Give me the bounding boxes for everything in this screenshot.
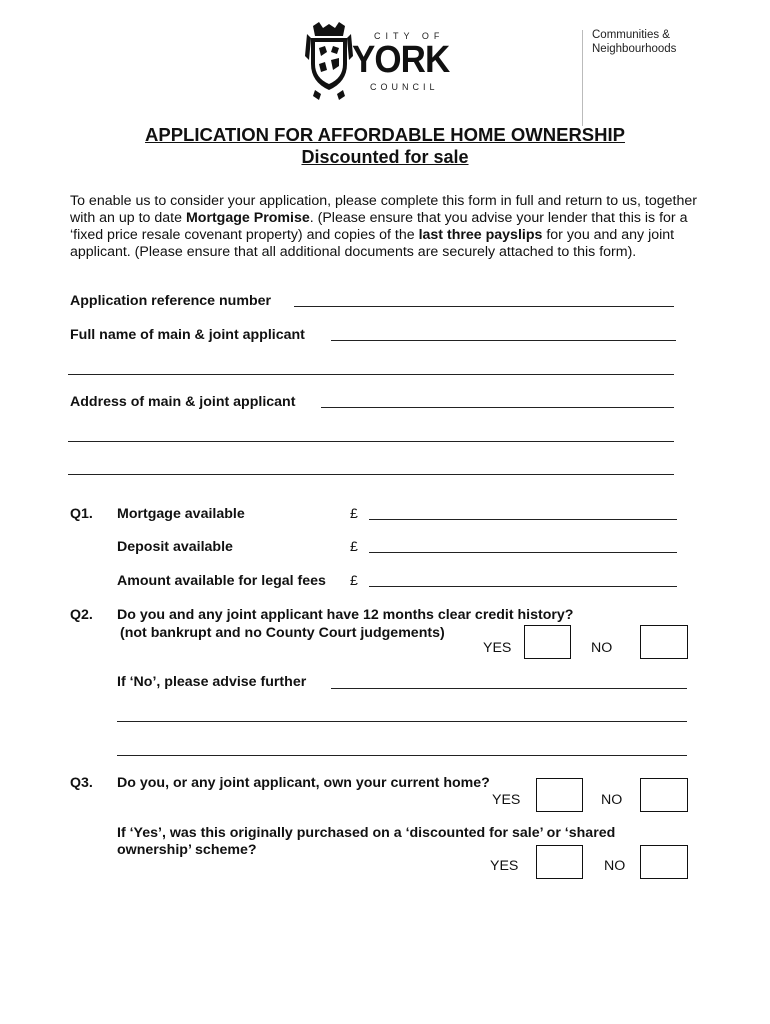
- q2-followup-label: If ‘No’, please advise further: [117, 674, 307, 690]
- q2-followup-field-line-2[interactable]: [117, 721, 687, 722]
- address-label: Address of main & joint applicant: [70, 394, 296, 410]
- intro-bold-last-payslips: last three payslips: [418, 227, 543, 243]
- q2-no-checkbox[interactable]: [640, 625, 688, 659]
- application-reference-field[interactable]: [294, 306, 674, 307]
- q3-yes-checkbox[interactable]: [536, 778, 583, 812]
- york-crest-logo: [305, 20, 353, 102]
- q3-no-checkbox[interactable]: [640, 778, 688, 812]
- department-line-1: Communities &: [592, 29, 670, 41]
- legal-fees-label: Amount available for legal fees: [117, 573, 326, 589]
- mortgage-available-label: Mortgage available: [117, 506, 245, 522]
- q3-followup-no-label: NO: [604, 858, 626, 874]
- department-line-2: Neighbourhoods: [592, 43, 677, 55]
- form-subtitle: Discounted for sale: [301, 147, 469, 167]
- q3-number: Q3.: [70, 775, 93, 791]
- q3-yes-label: YES: [492, 792, 521, 808]
- q3-no-label: NO: [601, 792, 623, 808]
- logo-city-of-text: CITY OF: [374, 31, 445, 41]
- mortgage-currency-symbol: £: [350, 506, 358, 522]
- full-name-field-line-2[interactable]: [68, 374, 674, 375]
- q3-followup-no-checkbox[interactable]: [640, 845, 688, 879]
- q2-yes-label: YES: [483, 640, 512, 656]
- q2-yes-checkbox[interactable]: [524, 625, 571, 659]
- legal-fees-field[interactable]: [369, 586, 677, 587]
- deposit-available-label: Deposit available: [117, 539, 233, 555]
- deposit-available-field[interactable]: [369, 552, 677, 553]
- q3-followup-yes-checkbox[interactable]: [536, 845, 583, 879]
- mortgage-available-field[interactable]: [369, 519, 677, 520]
- q3-followup-line-2: ownership’ scheme?: [117, 842, 257, 858]
- q2-followup-field-line-3[interactable]: [117, 755, 687, 756]
- q3-question: Do you, or any joint applicant, own your current home?: [117, 775, 490, 791]
- intro-text-3: for you and any joint applicant. (Please ensure that all additional documents are securely attached to this form).: [70, 227, 675, 260]
- logo-council-text: COUNCIL: [370, 82, 439, 92]
- full-name-field[interactable]: [331, 340, 676, 341]
- intro-text-2: . (Please ensure that you advise your lender that this is for a ‘fixed price resale covenant property) and copies of the: [70, 210, 688, 243]
- form-title: APPLICATION FOR AFFORDABLE HOME OWNERSHIP: [145, 124, 625, 145]
- q3-followup-line-1: If ‘Yes’, was this originally purchased on a ‘discounted for sale’ or ‘shared: [117, 825, 616, 841]
- legal-fees-currency-symbol: £: [350, 573, 358, 589]
- intro-bold-mortgage-promise: Mortgage Promise: [185, 210, 310, 226]
- address-field[interactable]: [321, 407, 674, 408]
- department-name: [592, 28, 676, 56]
- address-field-line-3[interactable]: [68, 474, 674, 475]
- q2-no-label: NO: [591, 640, 613, 656]
- full-name-label: Full name of main & joint applicant: [70, 327, 305, 343]
- intro-text-1: To enable us to consider your application, please complete this form in full and return to us, together with an up to date: [70, 193, 697, 226]
- q1-number: Q1.: [70, 506, 93, 522]
- logo-york-text: YORK: [352, 39, 450, 81]
- q3-followup-yes-label: YES: [490, 858, 519, 874]
- address-field-line-2[interactable]: [68, 441, 674, 442]
- q2-followup-field[interactable]: [331, 688, 687, 689]
- application-reference-label: Application reference number: [70, 293, 272, 309]
- deposit-currency-symbol: £: [350, 539, 358, 555]
- q2-number: Q2.: [70, 607, 93, 623]
- q2-note: (not bankrupt and no County Court judgements): [120, 625, 445, 641]
- q2-question: Do you and any joint applicant have 12 months clear credit history?: [117, 607, 574, 623]
- header-divider: [582, 30, 583, 126]
- intro-paragraph: [70, 193, 700, 261]
